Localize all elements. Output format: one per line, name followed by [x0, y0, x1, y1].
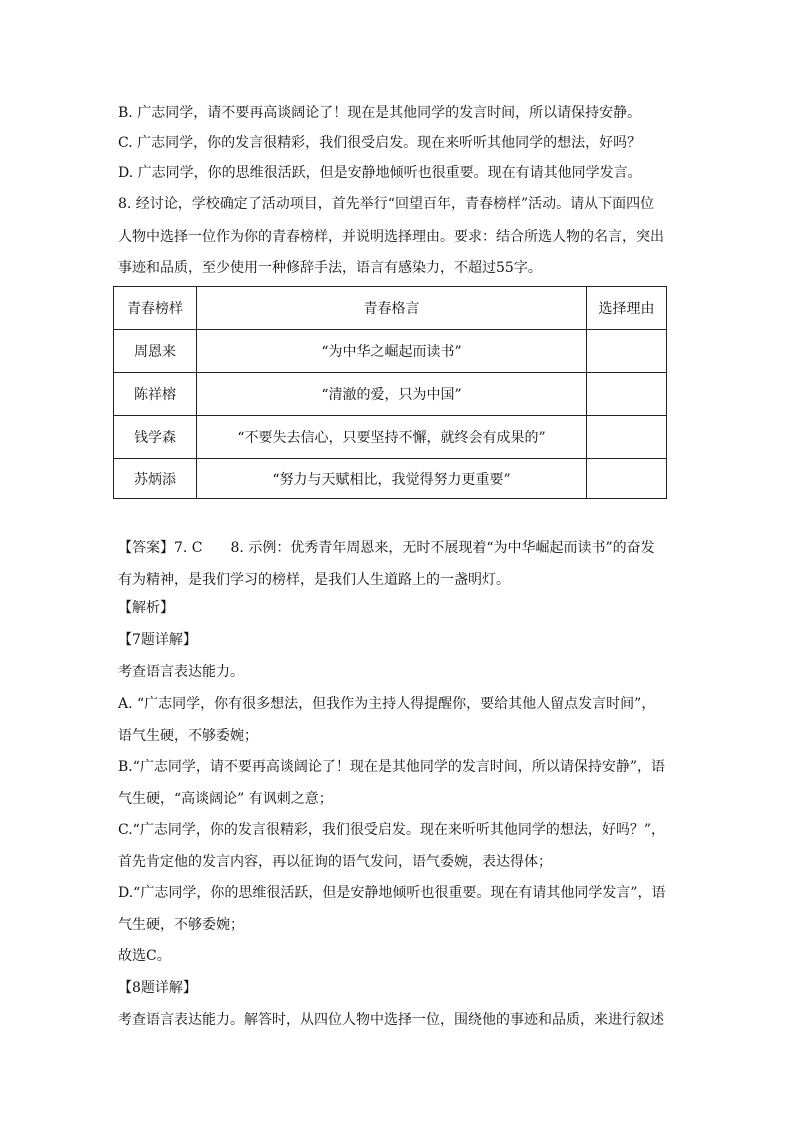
q7-option-d-line-2: 气生硬，不够委婉；: [118, 917, 244, 933]
question-8-line-1: 8. 经讨论，学校确定了活动项目，首先举行“回望百年，青春榜样”活动。请从下面四位: [118, 196, 655, 212]
header-reason: 选择理由: [586, 287, 666, 329]
table-cell-motto: “不要失去信心，只要坚持不懈，就终会有成果的”: [196, 416, 586, 458]
table-cell-reason: [586, 459, 666, 498]
role-model-table: [113, 286, 667, 499]
q8-detail-line: 考查语言表达能力。解答时，从四位人物中选择一位，围绕他的事迹和品质，来进行叙述: [118, 1012, 664, 1028]
answer-line-1: 【答案】7. C 8. 示例：优秀青年周恩来，无时不展现着“为中华崛起而读书”的奋发: [118, 540, 655, 556]
table-row: [114, 329, 666, 372]
table-cell-motto: “努力与天赋相比，我觉得努力更重要”: [196, 459, 586, 498]
q7-detail-heading: 【7题详解】: [118, 632, 197, 648]
option-b-line: B. 广志同学，请不要再高谈阔论了！现在是其他同学的发言时间，所以请保持安静。: [118, 105, 642, 121]
table-cell-reason: [586, 330, 666, 372]
table-cell-reason: [586, 373, 666, 415]
q7-option-c-line-1: C.“广志同学，你的发言很精彩，我们很受启发。现在来听听其他同学的想法，好吗？”，: [118, 822, 665, 838]
header-role-model: 青春榜样: [127, 301, 183, 317]
q7-option-b-line-2: 气生硬，“高谈阔论” 有讽刺之意；: [118, 791, 333, 807]
option-c-line: C. 广志同学，你的发言很精彩，我们很受启发。现在来听听其他同学的想法，好吗？: [118, 135, 642, 151]
table-cell-name: 周恩来: [134, 344, 176, 360]
q7-option-d-line-1: D.“广志同学，你的思维很活跃，但是安静地倾听也很重要。现在有请其他同学发言”，语: [118, 885, 666, 901]
question-8-line-2: 人物中选择一位作为你的青春榜样，并说明选择理由。要求：结合所选人物的名言，突出: [118, 229, 664, 245]
q8-detail-heading: 【8题详解】: [118, 980, 197, 996]
table-cell-motto: “为中华之崛起而读书”: [196, 330, 586, 372]
question-8-line-3: 事迹和品质，至少使用一种修辞手法，语言有感染力，不超过55字。: [118, 260, 542, 276]
q7-conclusion-line: 故选C。: [118, 948, 171, 964]
q7-option-a-line-2: 语气生硬，不够委婉；: [118, 728, 258, 744]
table-row: [114, 415, 666, 458]
option-d-line: D. 广志同学，你的思维很活跃，但是安静地倾听也很重要。现在有请其他同学发言。: [118, 165, 642, 181]
table-cell-reason: [586, 416, 666, 458]
table-header-row: [114, 287, 666, 329]
table-row: [114, 458, 666, 498]
q7-option-a-line-1: A. “广志同学，你有很多想法，但我作为主持人得提醒你，要给其他人留点发言时间”，: [118, 696, 656, 712]
table-cell-motto: “清澈的爱，只为中国”: [196, 373, 586, 415]
q7-option-c-line-2: 首先肯定他的发言内容，再以征询的语气发问，语气委婉，表达得体；: [118, 854, 552, 870]
q7-detail-line: 考查语言表达能力。: [118, 664, 244, 680]
table-row: [114, 372, 666, 415]
q7-option-b-line-1: B.“广志同学，请不要再高谈阔论了！现在是其他同学的发言时间，所以请保持安静”，语: [118, 759, 666, 775]
header-motto: 青春格言: [196, 287, 586, 329]
table-cell-name: 苏炳添: [134, 471, 176, 488]
analysis-heading: 【解析】: [118, 600, 174, 616]
answer-line-2: 有为精神，是我们学习的榜样，是我们人生道路上的一盏明灯。: [118, 572, 510, 588]
table-cell-name: 陈祥榕: [134, 387, 176, 403]
table-cell-name: 钱学森: [134, 430, 176, 446]
